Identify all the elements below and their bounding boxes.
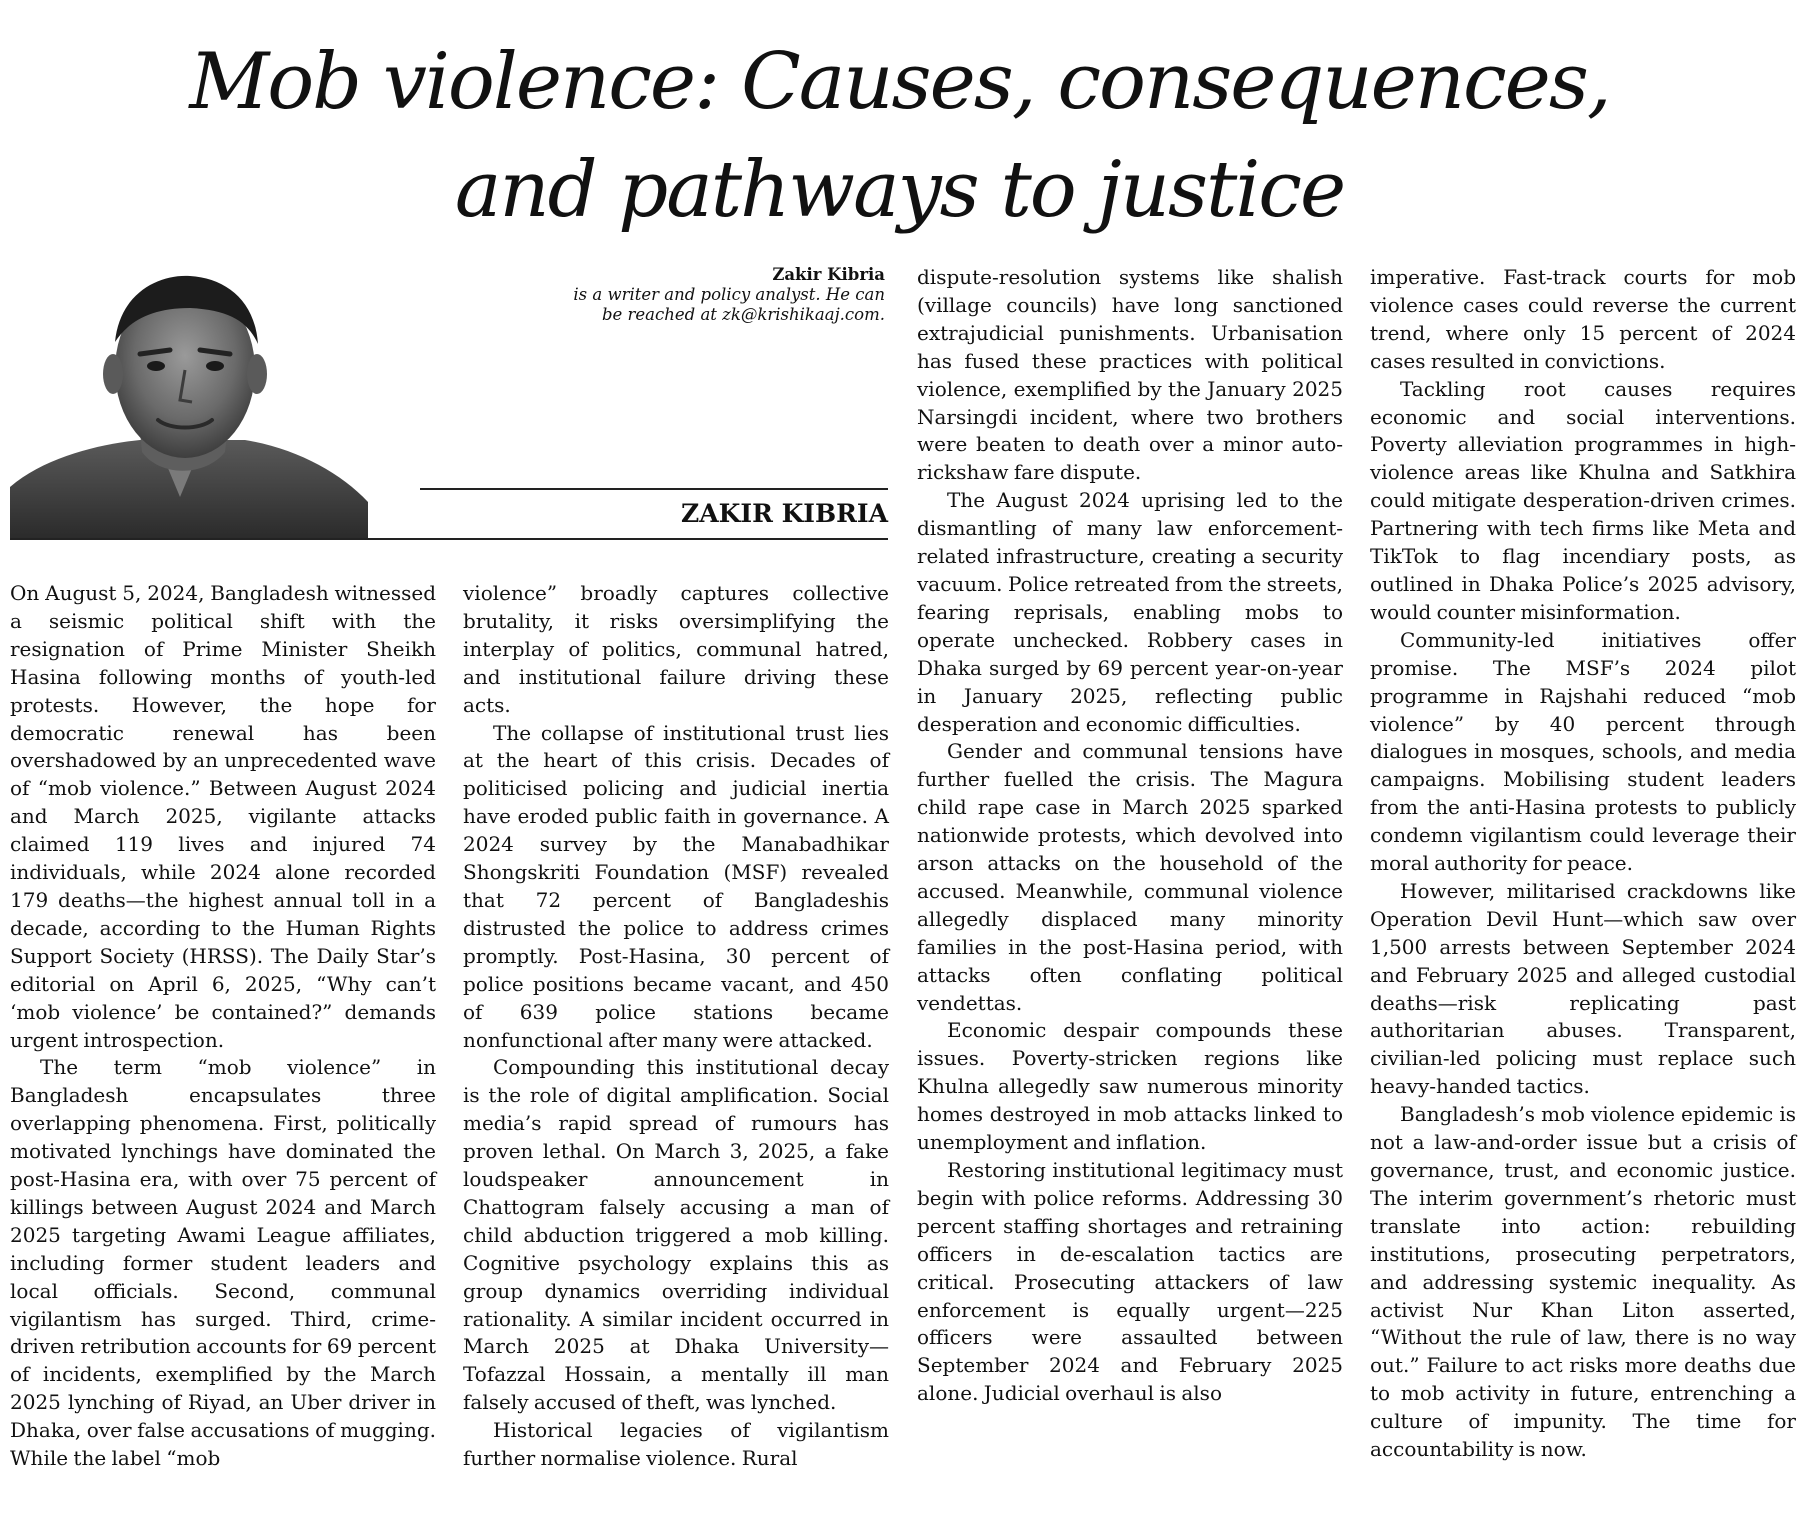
paragraph: On August 5, 2024, Bangladesh witnessed a seismic political shift with the resignation of Prime Minister Sheikh Hasina following months of youth-led protests. However, the hope for democratic renewal has been overshadowed by an unprecedented wave of “mob violence.” Between August 2024 and March 2025, vigilante attacks claimed 119 lives and injured 74 individuals, while 2024 alone recorded 179 deaths—the highest annual toll in a decade, according to the Human Rights Support Society (HRSS). The Daily Star’s editorial on April 6, 2025, “Why can’t ‘mob violence’ be contained?” demands urgent introspection.	[10, 581, 436, 1052]
article-column-3	[917, 264, 1343, 1408]
paragraph: Community-led initiatives offer promise. The MSF’s 2024 pilot programme in Rajshahi reduced “mob violence” by 40 percent through dialogues in mosques, schools, and media campaigns. Mobilising student leaders from the anti-Hasina protests to publicly condemn vigilantism could leverage their moral authority for peace.	[1370, 627, 1796, 876]
paragraph: The term “mob violence” in Bangladesh encapsulates three overlapping phenomena. First, politically motivated lynchings have dominated the post-Hasina era, with over 75 percent of killings between August 2024 and March 2025 targeting Awami League affiliates, including former student leaders and local officials. Second, communal vigilantism has surged. Third, crime-driven retribution accounts for 69 percent of incidents, exemplified by the March 2025 lynching of Riyad, an Uber driver in Dhaka, over false accusations of mugging. While the label “mob	[10, 1055, 436, 1471]
paragraph: Compounding this institutional decay is the role of digital amplification. Social media’s rapid spread of rumours has proven lethal. On March 3, 2025, a fake loudspeaker announcement in Chattogram falsely accusing a man of child abduction triggered a mob killing. Cognitive psychology explains this as group dynamics overriding individual rationality. A similar incident occurred in March 2025 at Dhaka University—Tofazzal Hossain, a mentally ill man falsely accused of theft, was lynched.	[463, 1055, 889, 1415]
header-divider	[10, 538, 888, 540]
paragraph: violence” broadly captures collective brutality, it risks oversimplifying the interplay of politics, communal hatred, and institutional failure driving these acts.	[463, 581, 889, 717]
paragraph: However, militarised crackdowns like Operation Devil Hunt—which saw over 1,500 arrests between September 2024 and February 2025 and alleged custodial deaths—risk replicating past authoritarian abuses. Transparent, civilian-led policing must replace such heavy-handed tactics.	[1370, 878, 1796, 1099]
article-column-1	[10, 580, 436, 1473]
byline-name: Zakir Kibria	[772, 265, 885, 284]
author-name-caps: ZAKIR KIBRIA	[681, 499, 888, 528]
byline-rule	[420, 488, 888, 490]
article-column-2	[463, 580, 889, 1473]
paragraph: Historical legacies of vigilantism further normalise violence. Rural	[463, 1418, 889, 1471]
paragraph: Restoring institutional legitimacy must begin with police reforms. Addressing 30 percent staffing shortages and retraining officers in de-escalation tactics are critical. Prosecuting attackers of law enforcement is equally urgent—225 officers were assaulted between September 2024 and February 2025 alone. Judicial overhaul is also	[917, 1158, 1343, 1406]
article-column-4	[1370, 264, 1796, 1464]
paragraph: Gender and communal tensions have further fuelled the crisis. The Magura child rape case in March 2025 sparked nationwide protests, which devolved into arson attacks on the household of the accused. Meanwhile, communal violence allegedly displaced many minority families in the post-Hasina period, with attacks often conflating political vendettas.	[917, 739, 1343, 1015]
headline-line-1: Mob violence: Causes, consequences,	[189, 37, 1610, 127]
paragraph: imperative. Fast-track courts for mob violence cases could reverse the current trend, where only 15 percent of 2024 cases resulted in convictions.	[1370, 265, 1796, 373]
byline-bio-line-1: is a writer and policy analyst. He can	[573, 285, 885, 304]
paragraph: The August 2024 uprising led to the dismantling of many law enforcement-related infrastructure, creating a security vacuum. Police retreated from the streets, fearing reprisals, enabling mobs to operate unchecked. Robbery cases in Dhaka surged by 69 percent year-on-year in January 2025, reflecting public desperation and economic difficulties.	[917, 488, 1343, 736]
author-portrait	[10, 262, 368, 540]
byline-bio-line-2: be reached at zk@krishikaaj.com.	[601, 305, 885, 324]
headline-line-2: and pathways to justice	[454, 145, 1345, 235]
paragraph: Tackling root causes requires economic and social interventions. Poverty alleviation programmes in high-violence areas like Khulna and Satkhira could mitigate desperation-driven crimes. Partnering with tech firms like Meta and TikTok to flag incendiary posts, as outlined in Dhaka Police’s 2025 advisory, would counter misinformation.	[1370, 376, 1796, 624]
paragraph: Economic despair compounds these issues. Poverty-stricken regions like Khulna allegedly saw numerous minority homes destroyed in mob attacks linked to unemployment and inflation.	[917, 1018, 1343, 1155]
paragraph: The collapse of institutional trust lies at the heart of this crisis. Decades of politicised policing and judicial inertia have eroded public faith in governance. A 2024 survey by the Manabadhikar Shongskriti Foundation (MSF) revealed that 72 percent of Bangladeshis distrusted the police to address crimes promptly. Post-Hasina, 30 percent of police positions became vacant, and 450 of 639 police stations became nonfunctional after many were attacked.	[463, 720, 889, 1052]
byline	[420, 265, 885, 325]
headline	[0, 28, 1799, 244]
paragraph: dispute-resolution systems like shalish (village councils) have long sanctioned extrajudicial punishments. Urbanisation has fused these practices with political violence, exemplified by the January 2025 Narsingdi incident, where two brothers were beaten to death over a minor auto-rickshaw fare dispute.	[917, 265, 1343, 485]
paragraph: Bangladesh’s mob violence epidemic is not a law-and-order issue but a crisis of governance, trust, and economic justice. The interim government’s rhetoric must translate into action: rebuilding institutions, prosecuting perpetrators, and addressing systemic inequality. As activist Nur Khan Liton asserted, “Without the rule of law, there is no way out.” Failure to act risks more deaths due to mob activity in future, entrenching a culture of impunity. The time for accountability is now.	[1370, 1102, 1796, 1462]
